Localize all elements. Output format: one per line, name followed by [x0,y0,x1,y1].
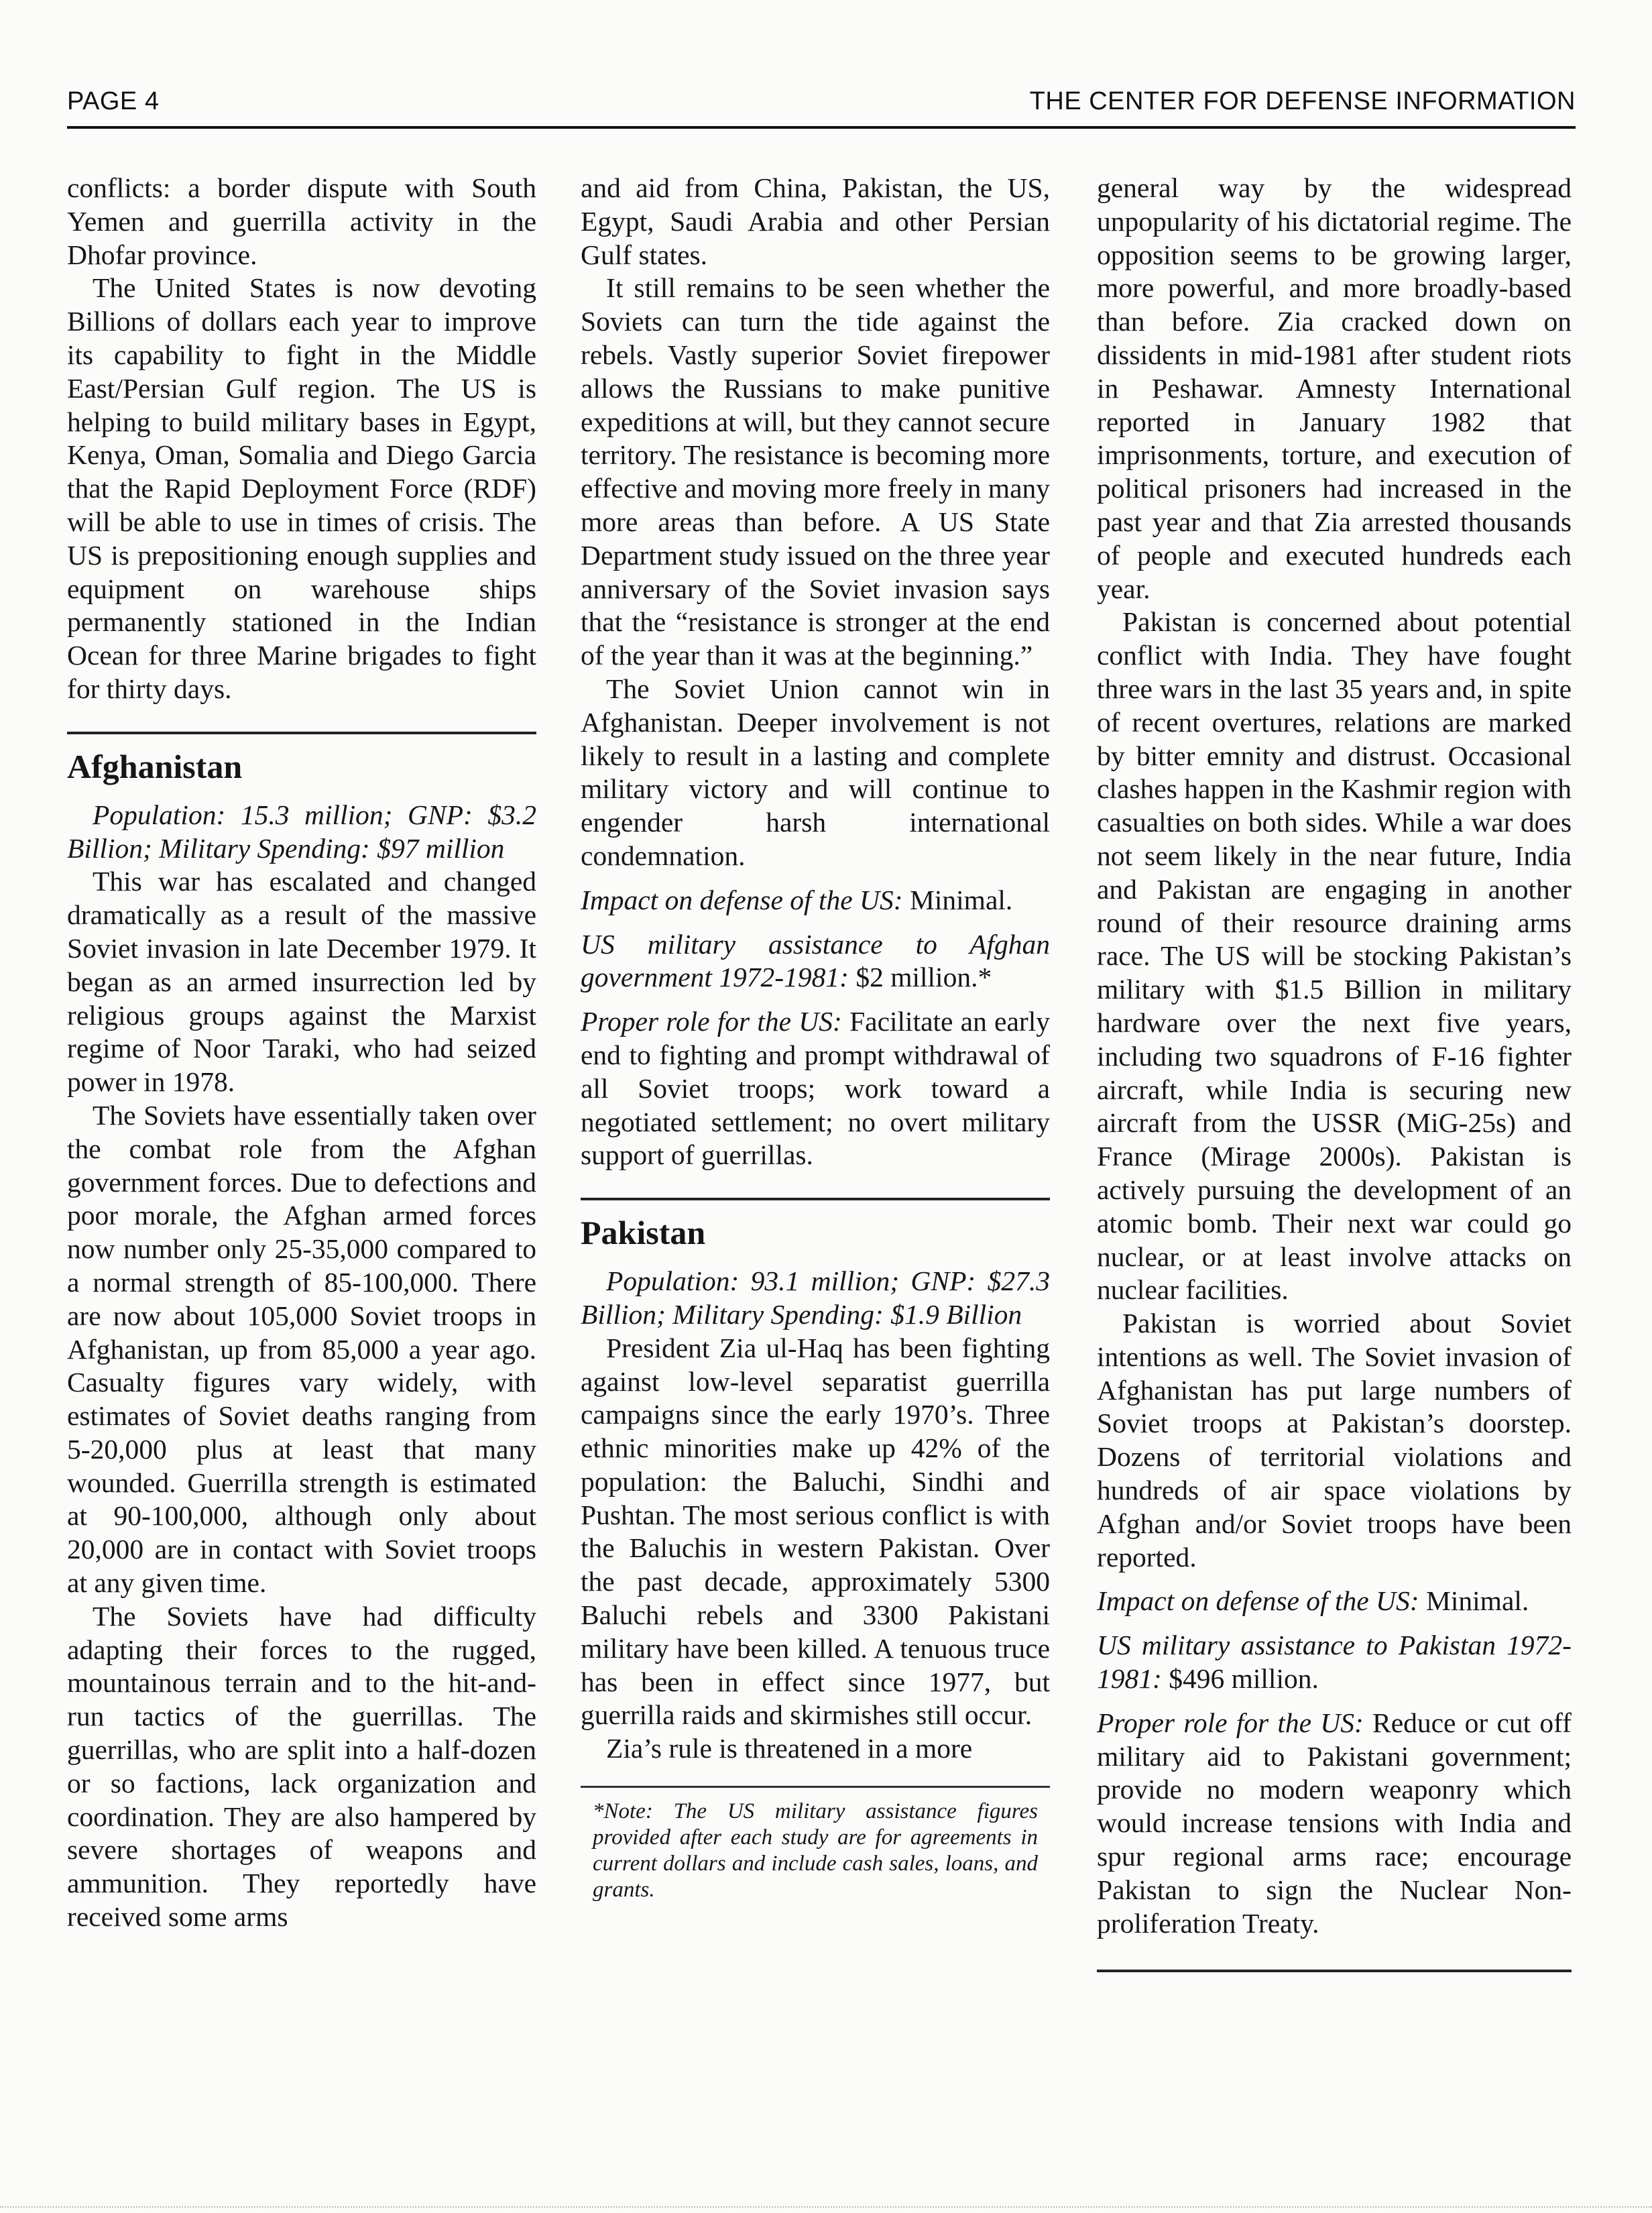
paragraph: The Soviets have had difficulty adapting their forces to the rugged, mountainous terrain and to the hit-and-run tactics of the guerrillas. The guerrillas, who are split into a half-dozen or so factions, lack organization and coordination. They are also hampered by severe shortages of weapons and ammunition. They reportedly have received some arms [67,1600,536,1933]
publication-title: THE CENTER FOR DEFENSE INFORMATION [1029,87,1576,115]
column-1 [67,172,536,1934]
assistance-statement [581,928,1050,995]
paragraph: Pakistan is worried about Soviet intentions as well. The Soviet invasion of Afghanistan has put large numbers of Soviet troops at Pakistan’s doorstep. Dozens of territorial violations and hundreds of air space violations by Afghan and/or Soviet troops have been reported. [1097,1308,1572,1573]
assistance-label: US military assistance to Pakistan 1972-1981: [1097,1630,1572,1695]
assistance-statement [1097,1629,1572,1696]
section-divider [581,1198,1050,1200]
assistance-value: $2 million.* [856,962,992,993]
country-stats: Population: 93.1 million; GNP: $27.3 Billion; Military Spending: $1.9 Billion [581,1265,1050,1330]
role-statement [1097,1707,1572,1941]
paragraph: This war has escalated and changed dramatically as a result of the massive Soviet invasion in late December 1979. It began as an armed insurrection led by religious groups against the Marxist regime of Noor Taraki, who had seized power in 1978. [67,866,536,1098]
paragraph: The Soviets have essentially taken over the combat role from the Afghan government forces. Due to defections and poor morale, the Afghan armed forces now number only 25-35,000 compared to a normal strength of 85-100,000. There are now about 105,000 Soviet troops in Afghanistan, up from 85,000 a year ago. Casualty figures vary widely, with estimates of Soviet deaths ranging from 5-20,000 plus at least that many wounded. Guerrilla strength is estimated at 90-100,000, although only about 20,000 are in contact with Soviet troops at any given time. [67,1099,536,1599]
impact-statement [1097,1585,1572,1618]
country-stats: Population: 15.3 million; GNP: $3.2 Billion; Military Spending: $97 million [67,799,536,864]
section-heading-pakistan: Pakistan [581,1214,706,1252]
impact-label: Impact on defense of the US: [581,884,903,915]
impact-statement [581,884,1050,917]
assistance-value: $496 million. [1169,1663,1319,1695]
paragraph: The Soviet Union cannot win in Afghanistan. Deeper involvement is not likely to result in a lasting and complete military victory and will continue to engender harsh international condemnation. [581,673,1050,871]
role-label: Proper role for the US: [1097,1707,1364,1738]
impact-value: Minimal. [909,884,1013,915]
section-heading-afghanistan: Afghanistan [67,747,243,785]
role-label: Proper role for the US: [581,1006,842,1037]
page-number: PAGE 4 [67,87,160,115]
impact-value: Minimal. [1425,1585,1529,1617]
paragraph: Pakistan is concerned about potential conflict with India. They have fought three wars in the last 35 years and, in spite of recent overtures, relations are marked by bitter emnity and distrust. Occasional clashes happen in the Kashmir region with casualties on both sides. While a war does not seem likely in the near future, India and Pakistan are engaging in another round of their resource draining arms race. The US will be stocking Pakistan’s military with $1.5 Billion in military hardware over the next five years, including two squadrons of F-16 fighter aircraft, while India is securing new aircraft from the USSR (MiG-25s) and France (Mirage 2000s). Pakistan is actively pursuing the development of an atomic bomb. Their next war could go nuclear, or at least involve attacks on nuclear facilities. [1097,606,1572,1306]
paragraph: general way by the widespread unpopularity of his dictatorial regime. The opposition seems to be growing larger, more powerful, and more broadly-based than before. Zia cracked down on dissidents in mid-1981 after student riots in Peshawar. Amnesty International reported in January 1982 that imprisonments, torture, and execution of political prisoners had increased in the past year and that Zia arrested thousands of people and executed hundreds each year. [1097,172,1572,604]
column-2 [581,172,1050,1903]
end-rule [1097,1970,1572,1972]
role-value: Facilitate an early end to fighting and prompt withdrawal of all Soviet troops; work toward a negotiated settlement; no overt military support of guerrillas. [581,1006,1050,1171]
paragraph: and aid from China, Pakistan, the US, Egypt, Saudi Arabia and other Persian Gulf states. [581,172,1050,270]
role-statement [581,1005,1050,1172]
scan-edge [0,2206,1652,2208]
paragraph: The United States is now devoting Billions of dollars each year to improve its capability to fight in the Middle East/Persian Gulf region. The US is helping to build military bases in Egypt, Kenya, Oman, Somalia and Diego Garcia that the Rapid Deployment Force (RDF) will be able to use in times of crisis. The US is prepositioning enough supplies and equipment on warehouse ships permanently stationed in the Indian Ocean for three Marine brigades to fight for thirty days. [67,272,536,704]
paragraph: It still remains to be seen whether the Soviets can turn the tide against the rebels. Vastly superior Soviet firepower allows the Russians to make punitive expeditions at will, but they cannot secure territory. The resistance is becoming more effective and moving more freely in many more areas than before. A US State Department study issued on the three year anniversary of the Soviet invasion says that the “resistance is stronger at the end of the year than it was at the beginning.” [581,272,1050,671]
impact-label: Impact on defense of the US: [1097,1585,1419,1617]
column-3 [1097,172,1572,1972]
section-divider [67,732,536,734]
role-value: Reduce or cut off military aid to Pakistani government; provide no modern weaponry which would increase tensions with India and spur regional arms race; encourage Pakistan to sign the Nuclear Non-proliferation Treaty. [1097,1707,1572,1939]
assistance-label: US military assistance to Afghan government 1972-1981: [581,928,1050,993]
paragraph: conflicts: a border dispute with South Yemen and guerrilla activity in the Dhofar province. [67,172,536,270]
paragraph: President Zia ul-Haq has been fighting against low-level separatist guerrilla campaigns since the early 1970’s. Three ethnic minorities make up 42% of the population: the Baluchi, Sindhi and Pushtan. The most serious conflict is with the Baluchis in western Pakistan. Over the past decade, approximately 5300 Baluchi rebels and 3300 Pakistani military have been killed. A tenuous truce has been in effect since 1977, but guerrilla raids and skirmishes still occur. [581,1332,1050,1731]
header-rule [67,126,1576,129]
paragraph: Zia’s rule is threatened in a more [606,1733,973,1764]
footnote: *Note: The US military assistance figures provided after each study are for agreements in current dollars and include cash sales, loans, and grants. [581,1786,1050,1903]
